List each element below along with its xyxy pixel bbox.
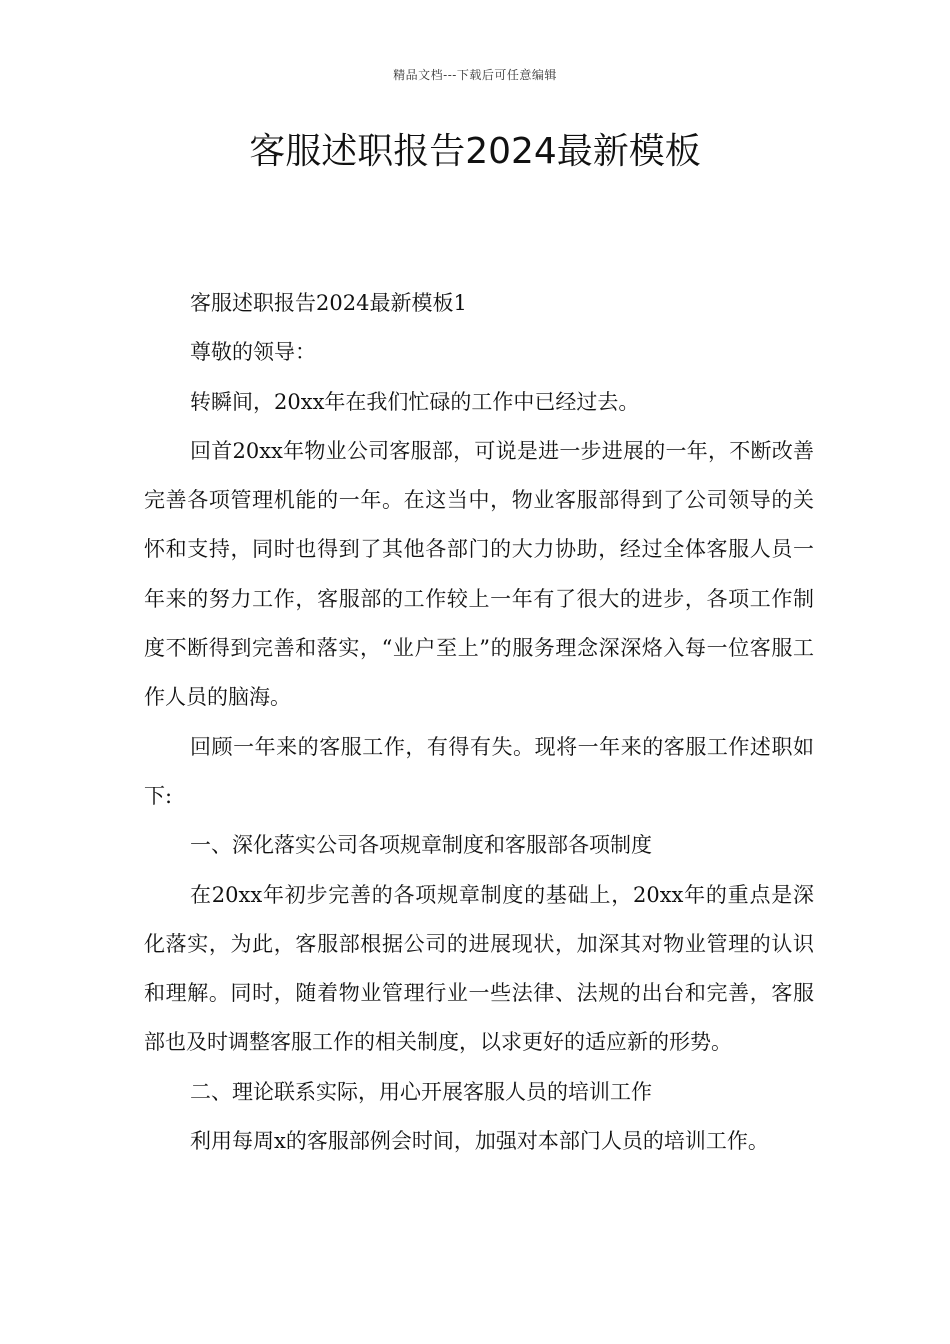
paragraph: 转瞬间，20xx年在我们忙碌的工作中已经过去。: [190, 389, 640, 414]
paragraph: 回顾一年来的客服工作，有得有失。现将一年来的客服工作述职如下:: [144, 734, 814, 808]
section-heading: 一、深化落实公司各项规章制度和客服部各项制度: [190, 833, 652, 858]
paragraph-subtitle: 客服述职报告2024最新模板1: [190, 291, 467, 315]
header-note: 精品文档---下载后可任意编辑: [393, 68, 557, 82]
paragraph-salutation: 尊敬的领导：: [190, 340, 316, 365]
section-heading: 二、理论联系实际，用心开展客服人员的培训工作: [190, 1079, 652, 1104]
document-title: 客服述职报告2024最新模板: [249, 131, 701, 172]
paragraph: 回首20xx年物业公司客服部，可说是进一步进展的一年，不断改善完善各项管理机能的一年。在这当中，物业客服部得到了公司领导的关怀和支持，同时也得到了其他各部门的大力协助，经过全体客服人员一年来的努力工作，客服部的工作较上一年有了很大的进步，各项工作制度不断得到完善和落实，“业户至上”的服务理念深深烙入每一位客服工作人员的脑海。: [144, 438, 814, 710]
paragraph: 利用每周x的客服部例会时间，加强对本部门人员的培训工作。: [190, 1129, 769, 1154]
paragraph: 在20xx年初步完善的各项规章制度的基础上，20xx年的重点是深化落实，为此，客服部根据公司的进展现状，加深其对物业管理的认识和理解。同时，随着物业管理行业一些法律、法规的出台和完善，客服部也及时调整客服工作的相关制度，以求更好的适应新的形势。: [144, 882, 814, 1055]
document-body: [144, 279, 814, 1166]
